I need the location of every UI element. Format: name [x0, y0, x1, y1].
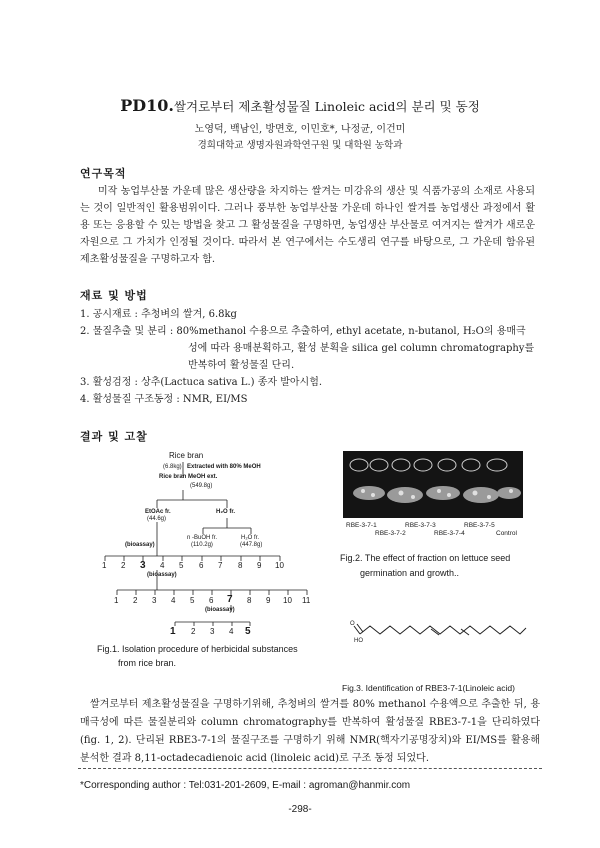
fig1-row3-3: 3 [210, 627, 215, 636]
fig1-row3-5: 5 [245, 626, 251, 637]
results-text: 쌀겨로부터 제초활성물질을 구명하기위해, 추청벼의 쌀겨를 80% methanol 수용액으로 추출한 뒤, 용매극성에 따른 물질분리와 column chromatography를 반복하여 활성물질 RBE3-7-1을 단리하였다(fig. 1, 2). 단리된 RBE3-7-1의 물질구조를 구명하기 위해 NMR(핵자기공명장치)와 EI/MS를 활용해 분석한 결과 8,11-octadecadienoic acid (linoleic acid)로 구조 동정 되었다. [80, 699, 540, 764]
fig3-caption: Fig.3. Identification of RBE3-7-1(Linoleic acid) [342, 683, 515, 693]
fig1-buoh: n -BuOH fr. [187, 535, 218, 541]
fig3-structure [350, 604, 530, 644]
fig2-label-3: RBE-3-7-3 [405, 522, 436, 529]
method-2: 2. 물질추출 및 분리 : 80%methanol 수용으로 추출하여, ethyl acetate, n-butanol, H₂O의 용매극 [80, 326, 526, 337]
fig1-etoac-mass: (44.6g) [147, 516, 167, 522]
fig1-row2-11: 11 [302, 596, 311, 605]
results-heading: 결과 및 고찰 [80, 430, 148, 443]
fig1-h2o-mass: (447.8g) [240, 542, 263, 548]
fig1-bioassay-1: (bioassay) [125, 542, 155, 548]
methods-heading: 재료 및 방법 [80, 289, 148, 302]
fig2-label-2: RBE-3-7-2 [375, 530, 406, 537]
fig1-caption-1: Fig.1. Isolation procedure of herbicidal substances [97, 644, 298, 654]
fig1-extract: Rice bran MeOH ext. [159, 474, 218, 480]
fig2-label-control: Control [496, 530, 517, 537]
fig1-root-mass: (6.8kg) [163, 464, 182, 470]
fig2-label-1: RBE-3-7-1 [346, 522, 377, 529]
fig1-row2-8: 8 [247, 596, 252, 605]
fig3-skeletal-formula [350, 604, 530, 644]
fig2-label-4: RBE-3-7-4 [434, 530, 465, 537]
paper-code: PD10. [120, 96, 174, 115]
fig1-row1-3: 3 [140, 560, 146, 571]
page-number: -298- [288, 804, 312, 815]
fig1-buoh-mass: (110.2g) [191, 542, 213, 548]
purpose-text: 미작 농업부산물 가운데 많은 생산량을 차지하는 쌀겨는 미강유의 생산 및 식품가공의 소재로 사용되는 것이 일반적인 활용범위이다. 그러나 풍부한 농업부산물 가운데 하나인 쌀겨를 농업생산 과정에서 활용 또는 응용할 수 있는 방법을 찾고 그 활성물질을 구명하면, 농업생산 부산물로 여겨지는 쌀겨가 새로운 자원으로 그 가치가 인정될 것이다. 따라서 본 연구에서는 수도생리 연구를 바탕으로, 그 가운데 함유된 제초활성물질을 구명하고자 함. [80, 186, 535, 265]
fig1-row2-2: 2 [133, 596, 138, 605]
fig1-row1-9: 9 [257, 561, 262, 570]
fig1-row3-1: 1 [170, 626, 176, 637]
method-3: 3. 활성검정 : 상추(Lactuca sativa L.) 종자 발아시험. [80, 377, 323, 388]
fig1-caption-2: from rice bran. [118, 658, 177, 668]
fig1-extract-mass: (549.8g) [190, 483, 213, 489]
fig1-bioassay-2: (bioassay) [147, 572, 177, 578]
fig1-row3-2: 2 [191, 627, 196, 636]
fig1-row1-4: 4 [160, 561, 165, 570]
fig1-row2-9: 9 [266, 596, 271, 605]
svg-text:O: O [350, 621, 355, 627]
fig1-row1-6: 6 [199, 561, 204, 570]
paper-affiliation: 경희대학교 생명자원과학연구원 및 대학원 농학과 [197, 140, 403, 151]
fig2-caption-1: Fig.2. The effect of fraction on lettuce seed [340, 553, 511, 563]
footer-separator [78, 768, 542, 769]
fig1-row2-1: 1 [114, 596, 119, 605]
fig1-row1-2: 2 [121, 561, 126, 570]
corresponding-author: *Corresponding author : Tel:031-201-2609, E-mail : agroman@hanmir.com [80, 780, 411, 791]
fig2-label-5: RBE-3-7-5 [464, 522, 495, 529]
fig1-row2-6: 6 [209, 596, 214, 605]
fig1-row2-3: 3 [152, 596, 157, 605]
method-1: 1. 공시재료 : 추청벼의 쌀겨, 6.8kg [80, 309, 237, 320]
fig1-row2-4: 4 [171, 596, 176, 605]
fig1-h2o: H₂O fr. [241, 535, 259, 541]
fig1-row2-10: 10 [283, 596, 292, 605]
fig1-row1-5: 5 [179, 561, 184, 570]
method-2-cont: 성에 따라 용매분획하고, 활성 분획을 silica gel column chromatography를 [188, 343, 535, 354]
purpose-heading: 연구목적 [80, 167, 127, 180]
paper-title [0, 96, 600, 115]
fig1-extract-label: Extracted with 80% MeOH [187, 464, 261, 470]
fig1-row2-5: 5 [190, 596, 195, 605]
fig1-root: Rice bran [169, 451, 204, 460]
fig1-row1-8: 8 [238, 561, 243, 570]
fig2-seedlings [343, 451, 523, 518]
svg-text:HO: HO [354, 638, 363, 644]
fig1-bioassay-3: (bioassay) [205, 607, 235, 613]
fig1-row2-7: 7 [227, 594, 233, 605]
fig1-row1-10: 10 [275, 561, 284, 570]
fig2-caption-2: germination and growth.. [360, 568, 460, 578]
fig1-row1-1: 1 [102, 561, 107, 570]
method-4: 4. 활성물질 구조동정 : NMR, EI/MS [80, 394, 248, 405]
fig1-row1-7: 7 [218, 561, 223, 570]
method-2-cont2: 반복하여 활성물질 단리. [188, 360, 295, 371]
fig1-etoac: EtOAc fr. [145, 509, 171, 515]
paper-title-text: 쌀겨로부터 제초활성물질 Linoleic acid의 분리 및 동정 [173, 99, 480, 114]
fig1-h2o-top: H₂O fr. [216, 509, 236, 515]
fig1-row3-4: 4 [229, 627, 234, 636]
fig2-photo [343, 451, 523, 518]
paper-authors: 노영덕, 백남인, 방면호, 이민호*, 나정균, 이건미 [194, 124, 406, 135]
fig1-diagram [95, 450, 325, 640]
